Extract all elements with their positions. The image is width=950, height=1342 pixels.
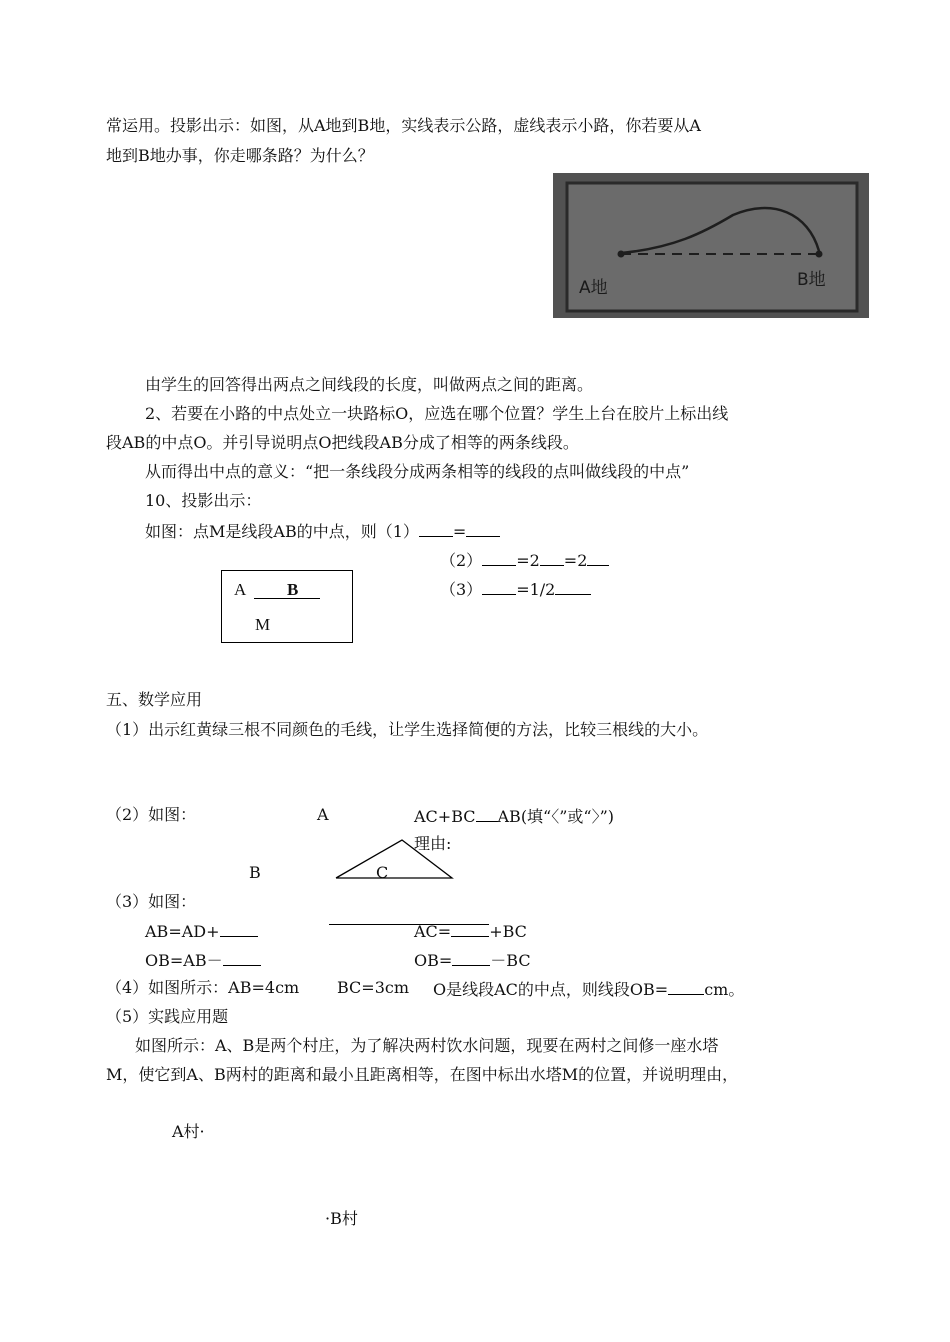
para-2-line-1: 2、若要在小路的中点处立一块路标O，应选在哪个位置？学生上台在胶片上标出线 [145,404,729,423]
eq-1-sign: = [452,522,467,541]
blank[interactable] [220,920,258,937]
q3-left-2 [145,949,261,971]
q3-left-1 [145,920,258,942]
blank[interactable] [452,949,490,966]
question-2-reason: 理由: [414,834,452,853]
question-2-expression [414,805,614,827]
question-5-line-2: M，使它到A、B两村的距离和最小且距离相等，在图中标出水塔M的位置，并说明理由， [106,1065,739,1084]
box-label-m: M [255,615,271,634]
para-projection: 10、投影出示： [145,491,262,510]
intro-line-2: 地到B地办事，你走哪条路？为什么？ [106,146,374,165]
eq-2-label: （2） [440,551,483,570]
triangle-label-a: A [317,805,329,824]
question-3-label: （3）如图： [106,892,197,911]
question-4-a: （4）如图所示：AB=4cm [106,978,300,997]
eq-3-part: =1/2 [516,580,556,599]
para-midpoint-def: 从而得出中点的意义：“把一条线段分成两条相等的线段的点叫做线段的中点” [145,462,690,481]
eq-3 [440,578,591,600]
eq-2-part: =2 [516,551,540,570]
eq-1 [145,520,500,542]
question-4-c [433,978,744,1000]
q4-unit: cm。 [704,980,745,999]
q3-expr: OB= [414,951,453,970]
expr-right: AB(填“〈”或“〉”) [497,807,615,826]
blank[interactable] [466,520,500,537]
question-4-b: BC=3cm [337,978,410,997]
point-a [618,251,625,258]
segment-box [221,570,353,643]
blank[interactable] [451,920,489,937]
q3-right-1 [414,920,527,942]
blank[interactable] [540,549,564,566]
q3-right-2 [414,949,531,971]
q3-expr: －BC [490,951,531,970]
eq-2 [440,549,609,571]
blank[interactable] [419,520,453,537]
blank[interactable] [668,978,704,995]
blank[interactable] [482,578,516,595]
q3-expr: +BC [489,922,527,941]
para-2-line-2: 段AB的中点O。并引导说明点O把线段AB分成了相等的两条线段。 [106,433,579,452]
q3-expr: AC= [414,922,452,941]
question-5-title: （5）实践应用题 [106,1007,229,1026]
question-1: （1）出示红黄绿三根不同颜色的毛线，让学生选择简便的方法，比较三根线的大小。 [106,720,709,739]
point-b [816,251,823,258]
village-a: A村· [172,1122,205,1141]
section-title: 五、数学应用 [106,690,203,709]
box-label-b: B [287,580,299,599]
blank[interactable] [555,578,591,595]
q4-expr: O是线段AC的中点，则线段OB= [433,980,669,999]
triangle-figure [330,830,460,882]
question-5-line-1: 如图所示：A、B是两个村庄，为了解决两村饮水问题，现要在两村之间修一座水塔 [135,1036,719,1055]
label-b-place: B地 [797,270,826,290]
eq-2-part: =2 [563,551,588,570]
blank[interactable] [476,805,498,822]
road-photo [553,173,869,318]
blank[interactable] [482,549,516,566]
question-2-label: （2）如图： [106,805,197,824]
eq-1-label: 如图：点M是线段AB的中点，则（1） [145,522,419,541]
expr-left: AC+BC [414,807,476,826]
q3-expr: AB=AD+ [145,922,220,941]
eq-3-label: （3） [440,580,483,599]
q3-expr: OB=AB－ [145,951,223,970]
village-b: ·B村 [325,1209,358,1228]
blank[interactable] [223,949,261,966]
label-a-place: A地 [579,278,608,298]
triangle-label-c: C [376,863,389,882]
para-distance: 由学生的回答得出两点之间线段的长度，叫做两点之间的距离。 [145,375,594,394]
triangle-label-b: B [249,863,261,882]
road-sketch [553,173,869,318]
blank[interactable] [587,549,609,566]
box-label-a: A [234,580,247,599]
intro-line-1: 常运用。投影出示：如图，从A地到B地，实线表示公路，虚线表示小路，你若要从A [106,116,701,135]
